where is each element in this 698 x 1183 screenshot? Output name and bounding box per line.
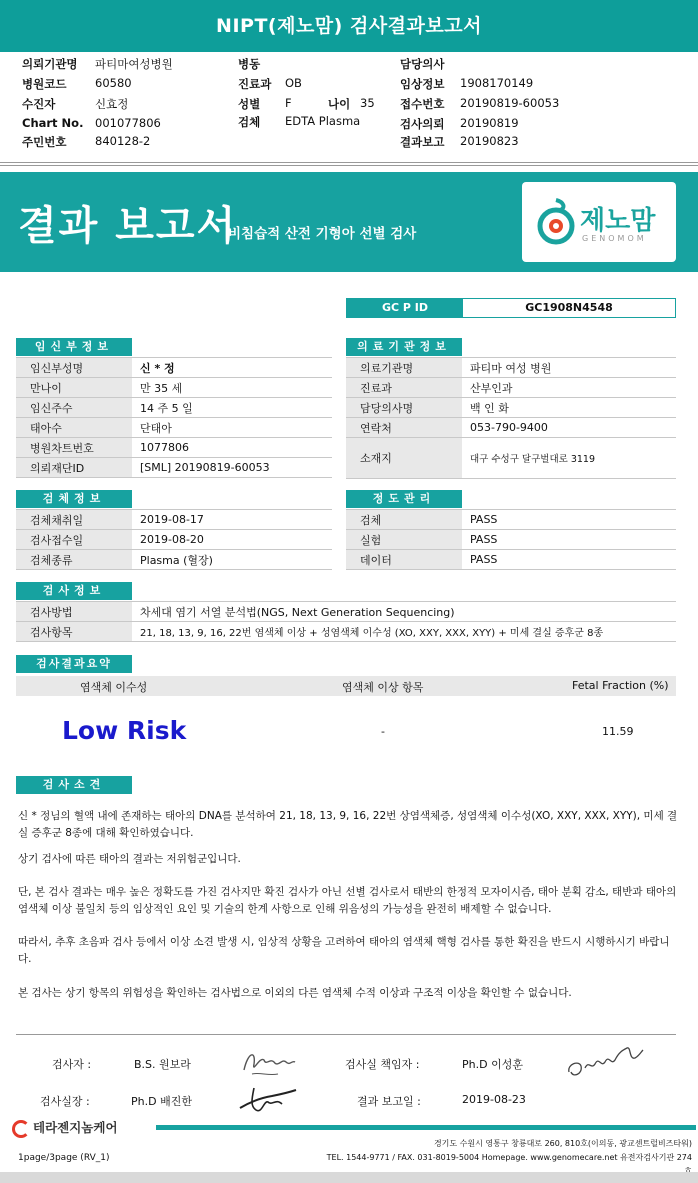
field-value: PASS (462, 510, 676, 530)
director-signature-icon (236, 1080, 298, 1118)
field-label: 담당의사명 (346, 398, 462, 418)
header-value: 60580 (95, 76, 132, 90)
bottom-strip (0, 1172, 698, 1183)
lab-head-name: Ph.D 이성훈 (462, 1058, 523, 1071)
header-value: 20190819-60053 (460, 96, 560, 110)
section-findings-title: 검사소견 (16, 776, 132, 794)
table-row (16, 622, 676, 642)
section-institution-title: 의료기관정보 (346, 338, 462, 356)
lab-head-label: 검사실 책임자 : (345, 1058, 420, 1071)
finding-paragraph: 따라서, 추후 초음파 검사 등에서 이상 소견 발생 시, 임상적 상황을 고려하여 태아의 염색체 핵형 검사를 통한 확진을 반드시 시행하시기 바랍니다. (18, 936, 670, 965)
table-row (16, 438, 332, 458)
field-value: Plasma (혈장) (132, 550, 332, 570)
report-title: NIPT(제노맘) 검사결과보고서 (0, 0, 698, 52)
table-row (16, 358, 332, 378)
table-row (346, 438, 676, 479)
finding-paragraph: 신 * 정님의 혈액 내에 존재하는 태아의 DNA를 분석하여 21, 18, 13, 9, 16, 22번 상염색체증, 성염색체 이수성(XO, XXY, XXX, XYY), 미세 결실 증후군 8종에 대해 확인하였습니다. (18, 810, 678, 839)
field-label: 검사접수일 (16, 530, 132, 550)
logo-name-en: GENOMOM (582, 234, 647, 243)
page-number: 1page/3page (RV_1) (18, 1153, 110, 1163)
company-logo (12, 1118, 118, 1138)
result-risk: Low Risk (62, 716, 187, 745)
header-label: 담당의사 (400, 57, 445, 71)
result-fetal-fraction: 11.59 (602, 725, 634, 738)
field-label: 진료과 (346, 378, 462, 398)
field-value: 단태아 (132, 418, 332, 438)
field-label: 연락처 (346, 418, 462, 438)
header-label: 성별 (238, 97, 261, 111)
institution-table (346, 357, 676, 479)
header-label: 검사의뢰 (400, 117, 445, 131)
field-label: 데이터 (346, 550, 462, 570)
field-value: 파티마 여성 병원 (462, 358, 676, 378)
table-row (16, 398, 332, 418)
field-label: 검사항목 (16, 622, 132, 642)
field-value: 신 * 정 (132, 358, 332, 378)
field-label: 의료기관명 (346, 358, 462, 378)
field-value: [SML] 20190819-60053 (132, 458, 332, 478)
director-label: 검사실장 : (40, 1095, 90, 1108)
header-value: 1908170149 (460, 76, 534, 90)
qc-table (346, 509, 676, 570)
table-row (16, 378, 332, 398)
company-logo-icon (12, 1120, 30, 1138)
table-row (16, 418, 332, 438)
header-label: 임상정보 (400, 77, 445, 91)
field-value: 053-790-9400 (462, 418, 676, 438)
divider (0, 165, 698, 166)
table-row (16, 530, 332, 550)
report-date: 2019-08-23 (462, 1093, 526, 1106)
field-label: 태아수 (16, 418, 132, 438)
field-value: 만 35 세 (132, 378, 332, 398)
genomom-logo-icon (534, 196, 578, 246)
banner-title: 결과 보고서 (18, 203, 238, 249)
table-row (346, 378, 676, 398)
header-label: 검체 (238, 115, 261, 129)
field-value: PASS (462, 530, 676, 550)
contact-line: TEL. 1544-9771 / FAX. 031-8019-5004 Homepage. www.genomecare.net 유전자검사기관 274 (326, 1153, 692, 1162)
table-row (16, 458, 332, 478)
header-value: 840128-2 (95, 134, 151, 148)
field-value: 14 주 5 일 (132, 398, 332, 418)
header-value: 001077806 (95, 116, 161, 130)
header-value: 20190819 (460, 116, 519, 130)
header-label: 병동 (238, 57, 261, 71)
header-value: OB (285, 76, 302, 90)
genomom-logo (522, 182, 676, 262)
footer-bar (156, 1125, 696, 1130)
section-test-title: 검사정보 (16, 582, 132, 600)
table-row (16, 550, 332, 570)
section-qc-title: 정도관리 (346, 490, 462, 508)
test-table (16, 601, 676, 642)
report-date-label: 결과 보고일 : (357, 1095, 421, 1108)
field-label: 의뢰재단ID (16, 458, 132, 478)
director-name: Ph.D 배진한 (131, 1095, 192, 1108)
table-row (346, 398, 676, 418)
company-name: 테라젠지놈케어 (33, 1120, 118, 1135)
field-label: 실험 (346, 530, 462, 550)
header-label: 진료과 (238, 77, 272, 91)
header-label: 병원코드 (22, 77, 67, 91)
field-label: 병원차트번호 (16, 438, 132, 458)
summary-col-aneuploidy: 염색체 이수성 (80, 681, 148, 694)
field-label: 소재지 (346, 438, 462, 479)
age-value: 35 (360, 96, 375, 110)
table-row (346, 530, 676, 550)
header-label: 주민번호 (22, 135, 67, 149)
gc-pid-label: GC P ID (347, 299, 463, 317)
divider (0, 162, 698, 163)
field-value: 대구 수성구 달구벌대로 3119 (462, 438, 676, 479)
tester-label: 검사자 : (52, 1058, 92, 1071)
field-value: 백 인 화 (462, 398, 676, 418)
table-row (346, 550, 676, 570)
table-row (16, 602, 676, 622)
field-value: 21, 18, 13, 9, 16, 22번 염색체 이상 + 성염색체 이수성 (XO, XXY, XXX, XYY) + 미세 결실 증후군 8종 (132, 622, 676, 642)
field-value: PASS (462, 550, 676, 570)
address-line: 경기도 수원시 영통구 창룡대로 260, 810호(이의동, 광교센트럴비즈타워) (433, 1139, 692, 1148)
field-label: 임신부성명 (16, 358, 132, 378)
header-label: Chart No. (22, 116, 84, 130)
logo-name-kr: 제노맘 (580, 206, 656, 236)
field-label: 검사방법 (16, 602, 132, 622)
section-summary-title: 검사결과요약 (16, 655, 132, 673)
gc-pid-box (346, 298, 676, 318)
field-label: 검체 (346, 510, 462, 530)
header-label: 수진자 (22, 97, 56, 111)
tester-signature-icon (238, 1044, 298, 1080)
summary-col-ff: Fetal Fraction (%) (572, 679, 669, 692)
banner-subtitle: 비침습적 산전 기형아 선별 검사 (228, 226, 417, 242)
specimen-table (16, 509, 332, 570)
age-label: 나이 (328, 97, 351, 111)
header-value: F (285, 96, 292, 110)
header-value: 20190823 (460, 134, 519, 148)
table-row (346, 510, 676, 530)
field-value: 2019-08-20 (132, 530, 332, 550)
header-value: 파티마여성병원 (95, 57, 173, 71)
table-row (16, 510, 332, 530)
header-value: EDTA Plasma (285, 114, 361, 128)
field-label: 검체종류 (16, 550, 132, 570)
report-banner (0, 172, 698, 272)
header-label: 결과보고 (400, 135, 445, 149)
divider (16, 1034, 676, 1035)
field-value: 차세대 염기 서열 분석법(NGS, Next Generation Sequencing) (132, 602, 676, 622)
summary-header (16, 676, 676, 696)
field-value: 산부인과 (462, 378, 676, 398)
finding-paragraph: 단, 본 검사 결과는 매우 높은 정확도를 가진 검사지만 확진 검사가 아닌 선별 검사로서 태반의 한정적 모자이시즘, 태아 분획 감소, 태반과 태아의 염색체 이상 불일치 등의 임상적인 요인 및 기술의 한계 사항으로 인해 위음성의 가능성을 완전히 배제할 수 없습니다. (18, 886, 677, 915)
gc-pid-value: GC1908N4548 (525, 301, 613, 314)
field-value: 1077806 (132, 438, 332, 458)
patient-header (0, 52, 698, 164)
finding-paragraph: 본 검사는 상기 항목의 위험성을 확인하는 검사법으로 이외의 다른 염색체 수적 이상과 구조적 이상을 확인할 수 없습니다. (18, 987, 572, 999)
field-value: 2019-08-17 (132, 510, 332, 530)
header-label: 의뢰기관명 (22, 57, 78, 71)
table-row (346, 418, 676, 438)
section-specimen-title: 검체정보 (16, 490, 132, 508)
header-value: 신효정 (95, 97, 129, 111)
field-label: 임신주수 (16, 398, 132, 418)
table-row (346, 358, 676, 378)
field-label: 검체채취일 (16, 510, 132, 530)
summary-col-abnormal: 염색체 이상 항목 (342, 681, 424, 694)
pregnant-table (16, 357, 332, 478)
finding-paragraph: 상기 검사에 따른 태아의 결과는 저위험군입니다. (18, 853, 241, 865)
field-label: 만나이 (16, 378, 132, 398)
header-label: 접수번호 (400, 97, 445, 111)
lab-head-signature-icon (565, 1042, 645, 1082)
section-pregnant-title: 임신부정보 (16, 338, 132, 356)
tester-name: B.S. 원보라 (134, 1058, 191, 1071)
result-abnormal: - (381, 725, 385, 738)
